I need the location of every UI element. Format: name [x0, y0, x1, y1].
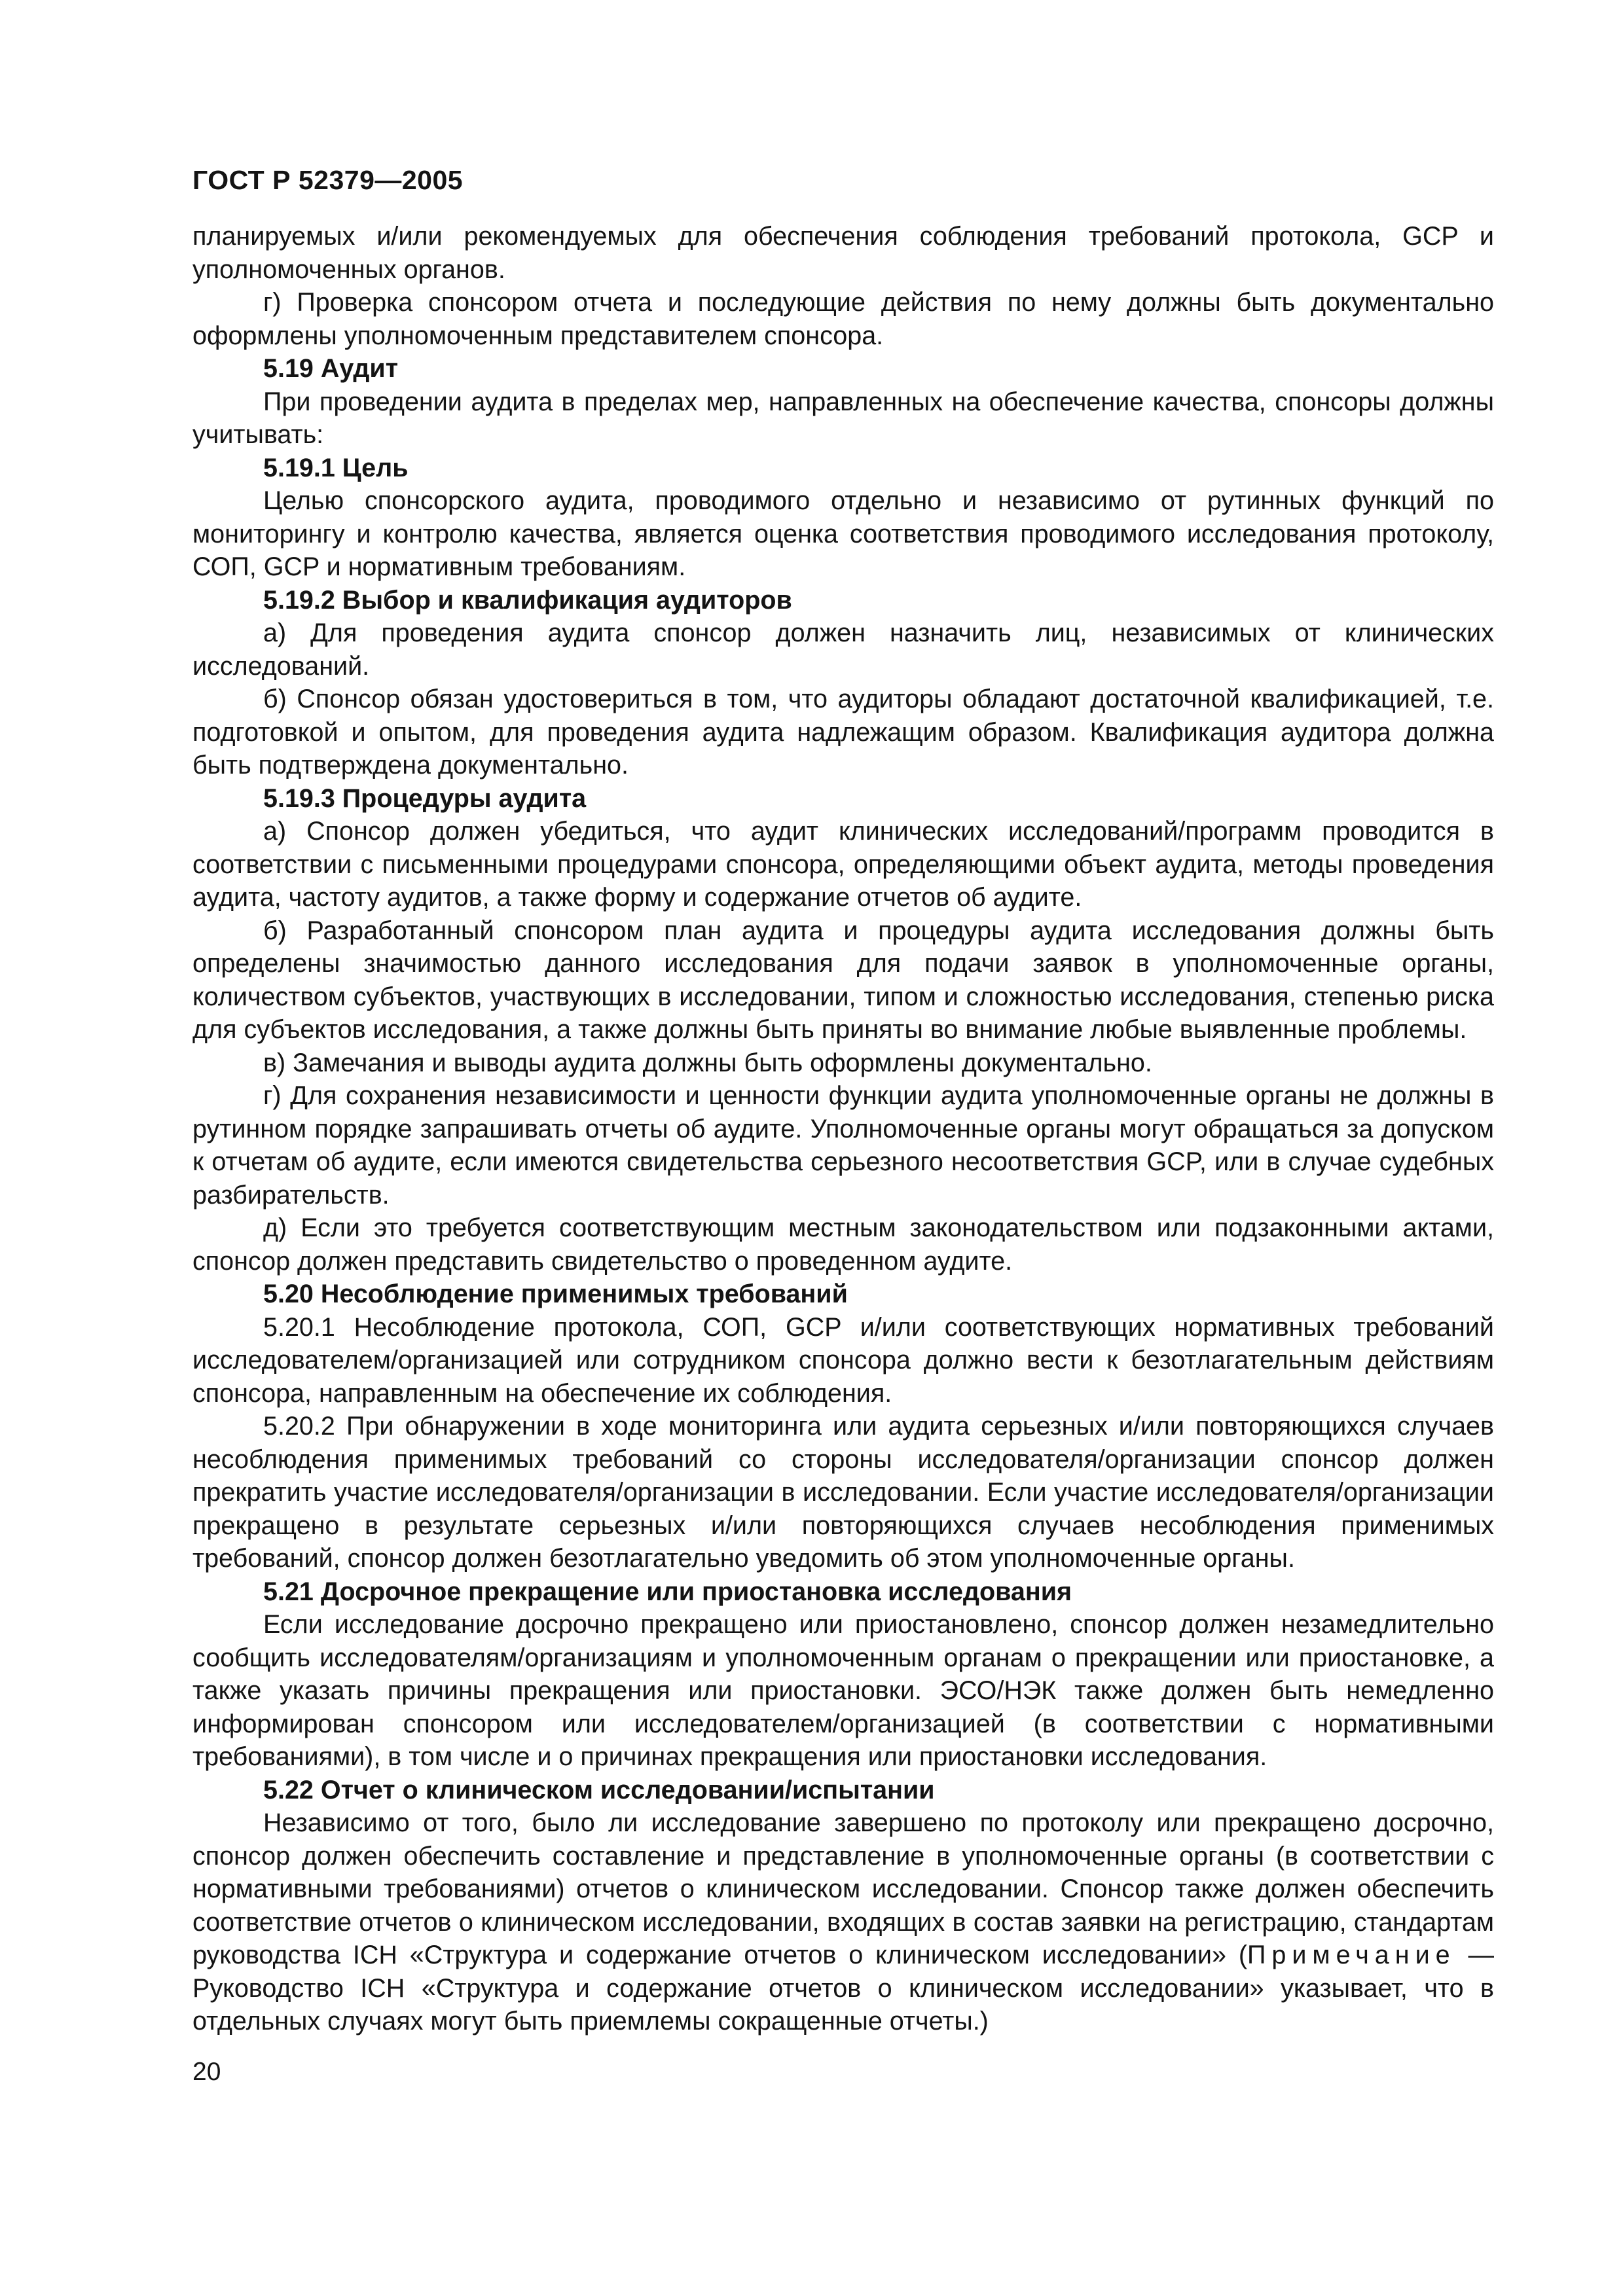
- section-heading-5-19-1: 5.19.1 Цель: [263, 453, 409, 482]
- paragraph-auditor-a: а) Для проведения аудита спонсор должен назначить лиц, независимых от клинических исследований.: [192, 619, 1494, 681]
- section-heading-5-19: 5.19 Аудит: [263, 354, 399, 383]
- page-number: 20: [192, 2058, 221, 2086]
- paragraph-audit-intro: При проведении аудита в пределах мер, направленных на обеспечение качества, спонсоры должны учитывать:: [192, 387, 1494, 449]
- paragraph-procedures-b: б) Разработанный спонсором план аудита и процедуры аудита исследования должны быть определены значимостью данного исследования для подачи заявок в уполномоченные органы, количеством субъектов, участвующих в исследовании, типом и сложностью исследования, степенью риска для субъектов исследования, а также должны быть приняты во внимание любые выявленные проблемы.: [192, 916, 1494, 1044]
- clinical-report-text: Независимо от того, было ли исследование завершено по протоколу или прекращено досрочно, спонсор должен обеспечить составление и представление в уполномоченные органы (в соответствии с нормативными требованиями) отчетов о клиническом исследовании. Спонсор также должен обеспечить соответствие отчетов о клиническом исследовании, входящих в состав заявки на регистрацию, стандартам руководства ICH «Структура и содержание отчетов о клиническом исследовании» (: [192, 1808, 1494, 1969]
- paragraph-procedures-g: г) Для сохранения независимости и ценности функции аудита уполномоченные органы не должны в рутинном порядке запрашивать отчеты об аудите. Уполномоченные органы могут обращаться за допуском к отчетам об аудите, если имеются свидетельства серьезного несоответствия GCP, или в случае судебных разбирательств.: [192, 1081, 1494, 1210]
- document-body: [192, 220, 1494, 2038]
- section-heading-5-19-3: 5.19.3 Процедуры аудита: [263, 783, 587, 813]
- section-heading-5-22: 5.22 Отчет о клиническом исследовании/испытании: [263, 1775, 935, 1804]
- paragraph-clinical-report: [192, 1806, 1494, 2038]
- paragraph-audit-purpose: Целью спонсорского аудита, проводимого отдельно и независимо от рутинных функций по мониторингу и контролю качества, является оценка соответствия проводимого исследования протоколу, СОП, GCP и нормативным требованиям.: [192, 486, 1494, 581]
- standard-designation: ГОСТ Р 52379—2005: [192, 165, 464, 195]
- paragraph-5-20-2: 5.20.2 При обнаружении в ходе мониторинга или аудита серьезных и/или повторяющихся случаев несоблюдения применимых требований со стороны исследователя/организации спонсор должен прекратить участие исследователя/организации в исследовании. Если участие исследователя/организации прекращено в результате серьезных и/или повторяющихся случаев несоблюдения применимых требований, спонсор должен безотлагательно уведомить об этом уполномоченные органы.: [192, 1412, 1494, 1573]
- section-heading-5-20: 5.20 Несоблюдение применимых требований: [263, 1280, 848, 1308]
- paragraph-auditor-b: б) Спонсор обязан удостовериться в том, что аудиторы обладают достаточной квалификацией, т.е. подготовкой и опытом, для проведения аудита надлежащим образом. Квалификация аудитора должна быть подтверждена документально.: [192, 685, 1494, 780]
- paragraph-early-termination: Если исследование досрочно прекращено или приостановлено, спонсор должен незамедлительно сообщить исследователям/организациям и уполномоченным органам о прекращении или приостановке, а также указать причины прекращения или приостановки. ЭСО/НЭК также должен быть немедленно информирован спонсором или исследователем/организацией (в соответствии с нормативными требованиями), в том числе и о причинах прекращения или приостановки исследования.: [192, 1610, 1494, 1771]
- paragraph-g-report-check: г) Проверка спонсором отчета и последующие действия по нему должны быть документально оформлены уполномоченным представителем спонсора.: [192, 288, 1494, 350]
- section-heading-5-19-2: 5.19.2 Выбор и квалификация аудиторов: [263, 585, 792, 615]
- clinical-report-note-text: — Руководство ICH «Структура и содержание отчетов о клиническом исследовании» указывает, что в отдельных случаях могут быть приемлемы сокращенные отчеты.): [192, 1941, 1494, 2036]
- paragraph-5-20-1: 5.20.1 Несоблюдение протокола, СОП, GCP и/или соответствующих нормативных требований исследователем/организацией или сотрудником спонсора должно вести к безотлагательным действиям спонсора, направленным на обеспечение их соблюдения.: [192, 1312, 1494, 1408]
- note-label: Примечание: [1247, 1941, 1456, 1969]
- paragraph-procedures-v: в) Замечания и выводы аудита должны быть оформлены документально.: [263, 1048, 1152, 1077]
- paragraph-continuation: планируемых и/или рекомендуемых для обеспечения соблюдения требований протокола, GCP и уполномоченных органов.: [192, 222, 1494, 284]
- paragraph-procedures-a: а) Спонсор должен убедиться, что аудит клинических исследований/программ проводится в соответствии с письменными процедурами спонсора, определяющими объект аудита, методы проведения аудита, частоту аудитов, а также форму и содержание отчетов об аудите.: [192, 817, 1494, 912]
- section-heading-5-21: 5.21 Досрочное прекращение или приостановка исследования: [263, 1577, 1072, 1606]
- paragraph-procedures-d: д) Если это требуется соответствующим местным законодательством или подзаконными актами, спонсор должен представить свидетельство о проведенном аудите.: [192, 1213, 1494, 1276]
